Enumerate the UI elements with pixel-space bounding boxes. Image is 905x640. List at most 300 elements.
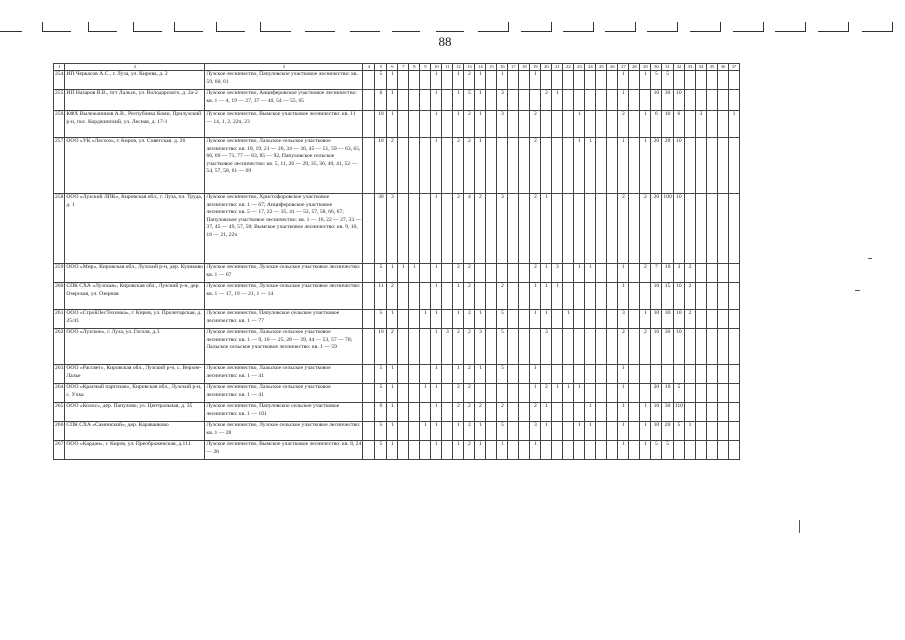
value-cell xyxy=(695,283,706,310)
value-cell: 1 xyxy=(574,111,585,138)
value-cell xyxy=(574,90,585,111)
value-cell: 10 xyxy=(673,194,684,264)
value-cell xyxy=(574,194,585,264)
column-header: 1 xyxy=(54,64,65,71)
value-cell xyxy=(706,71,717,90)
column-header: 6 xyxy=(387,64,398,71)
value-cell xyxy=(706,365,717,384)
value-cell xyxy=(629,283,640,310)
value-cell: 1 xyxy=(552,283,563,310)
value-cell: 1 xyxy=(585,264,596,283)
value-cell: 11 xyxy=(375,283,387,310)
registry-table xyxy=(53,63,740,460)
value-cell: 5 xyxy=(497,365,508,384)
value-cell xyxy=(728,329,739,365)
value-cell xyxy=(728,365,739,384)
value-cell xyxy=(409,71,420,90)
value-cell: 110 xyxy=(673,403,684,422)
value-cell xyxy=(519,329,530,365)
column-header: 7 xyxy=(398,64,409,71)
value-cell: 1 xyxy=(541,194,552,264)
value-cell: 2 xyxy=(464,111,475,138)
value-cell: 3 xyxy=(530,422,541,441)
value-cell xyxy=(363,194,375,264)
value-cell xyxy=(363,264,375,283)
row-number: 260 xyxy=(54,283,65,310)
value-cell: 1 xyxy=(431,329,442,365)
value-cell xyxy=(717,71,728,90)
value-cell xyxy=(728,71,739,90)
value-cell xyxy=(442,403,453,422)
value-cell: 1 xyxy=(475,441,486,460)
value-cell xyxy=(728,422,739,441)
value-cell xyxy=(363,384,375,403)
value-cell: 1 xyxy=(431,422,442,441)
value-cell xyxy=(695,71,706,90)
value-cell xyxy=(673,71,684,90)
value-cell: 1 xyxy=(453,441,464,460)
column-header: 23 xyxy=(574,64,585,71)
value-cell xyxy=(629,194,640,264)
location-cell: Лузское лесничество, Вымское участковое лесничество: кв. 11 — 14, 1, 2, 22ч, 23 xyxy=(205,111,363,138)
value-cell: 3 xyxy=(497,194,508,264)
value-cell xyxy=(398,310,409,329)
value-cell: 2 xyxy=(530,264,541,283)
value-cell: 1 xyxy=(585,422,596,441)
value-cell xyxy=(363,111,375,138)
value-cell xyxy=(409,403,420,422)
value-cell: 1 xyxy=(453,422,464,441)
value-cell xyxy=(497,384,508,403)
value-cell xyxy=(717,403,728,422)
column-header: 31 xyxy=(662,64,673,71)
value-cell: 1 xyxy=(387,71,398,90)
value-cell xyxy=(519,403,530,422)
value-cell: 20 xyxy=(662,422,673,441)
value-cell xyxy=(629,264,640,283)
value-cell: 10 xyxy=(673,310,684,329)
value-cell: 1 xyxy=(640,71,651,90)
value-cell: 1 xyxy=(409,264,420,283)
value-cell: 2 xyxy=(530,138,541,194)
column-header: 5 xyxy=(375,64,387,71)
value-cell xyxy=(475,283,486,310)
value-cell: 6 xyxy=(375,403,387,422)
value-cell: 1 xyxy=(420,310,431,329)
value-cell: 2 xyxy=(464,422,475,441)
value-cell: 1 xyxy=(618,403,629,422)
value-cell: 2 xyxy=(475,403,486,422)
value-cell: 1 xyxy=(574,138,585,194)
value-cell xyxy=(420,194,431,264)
row-number: 258 xyxy=(54,194,65,264)
value-cell xyxy=(728,264,739,283)
value-cell xyxy=(585,384,596,403)
value-cell: 2 xyxy=(475,194,486,264)
row-number: 263 xyxy=(54,365,65,384)
value-cell xyxy=(552,111,563,138)
value-cell: 2 xyxy=(618,329,629,365)
value-cell xyxy=(684,329,695,365)
value-cell xyxy=(673,441,684,460)
value-cell xyxy=(728,441,739,460)
value-cell: 1 xyxy=(618,441,629,460)
value-cell: 10 xyxy=(651,403,662,422)
value-cell: 2 xyxy=(464,264,475,283)
value-cell xyxy=(398,365,409,384)
value-cell xyxy=(519,310,530,329)
value-cell xyxy=(409,384,420,403)
value-cell xyxy=(717,111,728,138)
value-cell: 1 xyxy=(640,138,651,194)
value-cell xyxy=(629,441,640,460)
value-cell: 10 xyxy=(651,90,662,111)
value-cell: 1 xyxy=(431,264,442,283)
value-cell: 2 xyxy=(464,138,475,194)
value-cell xyxy=(728,90,739,111)
value-cell xyxy=(596,90,607,111)
value-cell: 1 xyxy=(431,138,442,194)
row-number: 259 xyxy=(54,264,65,283)
value-cell xyxy=(508,71,519,90)
value-cell: 10 xyxy=(673,138,684,194)
value-cell xyxy=(695,384,706,403)
value-cell: 2 xyxy=(387,329,398,365)
value-cell: 20 xyxy=(651,384,662,403)
value-cell xyxy=(684,403,695,422)
value-cell xyxy=(728,403,739,422)
value-cell xyxy=(563,403,574,422)
value-cell: 1 xyxy=(574,264,585,283)
value-cell: 3 xyxy=(475,329,486,365)
value-cell xyxy=(519,264,530,283)
column-header: 29 xyxy=(640,64,651,71)
value-cell xyxy=(442,441,453,460)
value-cell: 1 xyxy=(398,264,409,283)
value-cell: 1 xyxy=(387,310,398,329)
row-number: 264 xyxy=(54,384,65,403)
value-cell: 6 xyxy=(375,90,387,111)
value-cell: 2 xyxy=(541,384,552,403)
value-cell: 2 xyxy=(453,194,464,264)
column-header: 10 xyxy=(431,64,442,71)
value-cell: 2 xyxy=(464,441,475,460)
column-header: 28 xyxy=(629,64,640,71)
table-row xyxy=(54,422,740,441)
owner-cell: ООО «СтройЛесТехника», г. Киров, ул. Пролетарская, д. 25/41 xyxy=(65,310,205,329)
value-cell xyxy=(607,329,618,365)
row-number: 262 xyxy=(54,329,65,365)
value-cell xyxy=(706,441,717,460)
value-cell xyxy=(607,403,618,422)
value-cell: 1 xyxy=(453,310,464,329)
value-cell xyxy=(629,365,640,384)
value-cell xyxy=(508,310,519,329)
table-row xyxy=(54,329,740,365)
owner-cell: ООО «Лузский ЛПК», Кировская обл., г. Луза, пл. Труда, д. 1 xyxy=(65,194,205,264)
value-cell xyxy=(728,194,739,264)
value-cell: 1 xyxy=(431,90,442,111)
value-cell: 30 xyxy=(662,90,673,111)
table-row xyxy=(54,441,740,460)
value-cell: 2 xyxy=(453,384,464,403)
value-cell: 2 xyxy=(464,384,475,403)
value-cell xyxy=(607,283,618,310)
value-cell: 2 xyxy=(684,264,695,283)
value-cell xyxy=(585,283,596,310)
value-cell: 5 xyxy=(662,71,673,90)
value-cell xyxy=(717,138,728,194)
value-cell xyxy=(508,90,519,111)
value-cell xyxy=(695,403,706,422)
value-cell: 2 xyxy=(464,403,475,422)
value-cell xyxy=(552,329,563,365)
value-cell: 1 xyxy=(530,365,541,384)
value-cell xyxy=(706,329,717,365)
value-cell xyxy=(486,138,497,194)
value-cell xyxy=(420,111,431,138)
value-cell: 1 xyxy=(530,283,541,310)
value-cell: 1 xyxy=(574,384,585,403)
value-cell xyxy=(530,90,541,111)
value-cell: 1 xyxy=(640,441,651,460)
value-cell xyxy=(420,90,431,111)
value-cell: 2 xyxy=(497,283,508,310)
value-cell xyxy=(442,264,453,283)
value-cell: 10 xyxy=(651,329,662,365)
value-cell xyxy=(398,384,409,403)
column-header: 24 xyxy=(585,64,596,71)
column-header: 33 xyxy=(684,64,695,71)
value-cell: 1 xyxy=(420,384,431,403)
column-header: 17 xyxy=(508,64,519,71)
value-cell: 1 xyxy=(497,71,508,90)
owner-cell: ИП Назаров В.В., пгт Лальск, ул. Володарского, д. 2а-2 xyxy=(65,90,205,111)
column-header: 22 xyxy=(563,64,574,71)
table-row xyxy=(54,403,740,422)
value-cell: 5 xyxy=(464,90,475,111)
value-cell: 1 xyxy=(618,283,629,310)
value-cell xyxy=(706,310,717,329)
column-header: 30 xyxy=(651,64,662,71)
value-cell: 10 xyxy=(662,264,673,283)
value-cell xyxy=(563,90,574,111)
value-cell xyxy=(420,138,431,194)
value-cell xyxy=(409,283,420,310)
value-cell xyxy=(695,310,706,329)
value-cell xyxy=(442,138,453,194)
value-cell xyxy=(607,194,618,264)
value-cell xyxy=(695,90,706,111)
table-row xyxy=(54,138,740,194)
column-header: 3 xyxy=(205,64,363,71)
value-cell: 10 xyxy=(673,283,684,310)
value-cell: 6 xyxy=(673,111,684,138)
value-cell xyxy=(508,264,519,283)
value-cell xyxy=(519,441,530,460)
value-cell: 1 xyxy=(618,138,629,194)
location-cell: Лузское лесничество, Лузское сельское участковое лесничество: кв. 1 — 28 xyxy=(205,422,363,441)
value-cell xyxy=(486,310,497,329)
value-cell xyxy=(552,441,563,460)
value-cell: 1 xyxy=(585,138,596,194)
value-cell: 1 xyxy=(387,403,398,422)
value-cell xyxy=(706,283,717,310)
location-cell: Лузское лесничество, Лальское сельское участковое лесничество: кв. 1 — 41 xyxy=(205,365,363,384)
value-cell xyxy=(486,90,497,111)
value-cell xyxy=(363,422,375,441)
value-cell xyxy=(607,422,618,441)
value-cell xyxy=(486,365,497,384)
value-cell: 1 xyxy=(530,441,541,460)
value-cell xyxy=(398,441,409,460)
value-cell xyxy=(398,194,409,264)
value-cell xyxy=(409,365,420,384)
value-cell xyxy=(398,329,409,365)
value-cell xyxy=(552,403,563,422)
value-cell: 20 xyxy=(662,138,673,194)
value-cell xyxy=(541,71,552,90)
value-cell xyxy=(596,403,607,422)
value-cell xyxy=(673,365,684,384)
value-cell: 2 xyxy=(464,310,475,329)
value-cell xyxy=(728,283,739,310)
value-cell: 2 xyxy=(387,138,398,194)
location-cell: Лузское лесничество, Лальское сельское участковое лесничество: кв. 18, 19, 21 — 26, 34 — 36, 45 — 51, 59 — 63, 65, 66, 69 — 71, 77 — 83, 85 — 92, Папуловское сельское участковое лесничество: кв. 5, 11, 26 — 29, 35, 36, 40, 41, 52 — 54, 57, 58, 61 — 69 xyxy=(205,138,363,194)
value-cell xyxy=(508,422,519,441)
value-cell xyxy=(363,403,375,422)
value-cell xyxy=(363,71,375,90)
owner-cell: ООО «УК «Лесхоз», г. Киров, ул. Советская, д. 26 xyxy=(65,138,205,194)
value-cell xyxy=(363,310,375,329)
value-cell: 1 xyxy=(475,138,486,194)
location-cell: Лузское лесничество, Анциферовское участковое лесничество: кв. 1 — 4, 19 — 27, 37 — 40, 54 — 55, 65 xyxy=(205,90,363,111)
value-cell xyxy=(684,90,695,111)
value-cell xyxy=(486,111,497,138)
value-cell: 30 xyxy=(375,194,387,264)
location-cell: Лузское лесничество, Папуловское сельское участковое лесничество: кв. 1 — 101 xyxy=(205,403,363,422)
value-cell: 5 xyxy=(673,384,684,403)
value-cell xyxy=(363,329,375,365)
table-row xyxy=(54,90,740,111)
value-cell: 1 xyxy=(552,90,563,111)
value-cell xyxy=(585,71,596,90)
column-header: 25 xyxy=(596,64,607,71)
value-cell: 2 xyxy=(618,194,629,264)
value-cell xyxy=(706,90,717,111)
owner-cell: СПК СХА «Саминский», дер. Караванково xyxy=(65,422,205,441)
value-cell: 1 xyxy=(541,422,552,441)
row-number: 267 xyxy=(54,441,65,460)
value-cell xyxy=(629,90,640,111)
value-cell: 2 xyxy=(453,138,464,194)
row-number: 254 xyxy=(54,71,65,90)
value-cell xyxy=(541,138,552,194)
value-cell xyxy=(497,138,508,194)
value-cell xyxy=(363,90,375,111)
column-header: 18 xyxy=(519,64,530,71)
value-cell xyxy=(486,403,497,422)
value-cell: 3 xyxy=(387,194,398,264)
value-cell xyxy=(607,111,618,138)
value-cell: 2 xyxy=(464,329,475,365)
value-cell xyxy=(596,384,607,403)
value-cell xyxy=(420,441,431,460)
value-cell xyxy=(574,329,585,365)
value-cell xyxy=(508,138,519,194)
value-cell xyxy=(420,264,431,283)
value-cell xyxy=(475,384,486,403)
column-header: 4 xyxy=(363,64,375,71)
table-row xyxy=(54,310,740,329)
location-cell: Лузское лесничество, Вымское участковое лесничество: кв. 8, 24 — 28 xyxy=(205,441,363,460)
value-cell xyxy=(420,329,431,365)
value-cell xyxy=(640,365,651,384)
value-cell xyxy=(585,111,596,138)
value-cell: 5 xyxy=(375,71,387,90)
value-cell xyxy=(398,71,409,90)
value-cell xyxy=(629,111,640,138)
value-cell xyxy=(574,441,585,460)
value-cell: 5 xyxy=(375,310,387,329)
table-row xyxy=(54,111,740,138)
value-cell xyxy=(706,111,717,138)
column-header: 21 xyxy=(552,64,563,71)
value-cell: 1 xyxy=(475,71,486,90)
value-cell xyxy=(475,264,486,283)
location-cell: Лузское лесничество, Лальское сельское участковое лесничество: кв. 1 — 9, 16 — 25, 28 — 39, 44 — 53, 57 — 78; Лальское сельское участковое лесничество: кв. 1 — 59 xyxy=(205,329,363,365)
value-cell xyxy=(596,264,607,283)
value-cell xyxy=(684,138,695,194)
value-cell xyxy=(563,441,574,460)
value-cell xyxy=(486,422,497,441)
value-cell: 1 xyxy=(563,384,574,403)
value-cell: 1 xyxy=(453,365,464,384)
value-cell: 3 xyxy=(497,90,508,111)
column-header: 26 xyxy=(607,64,618,71)
value-cell: 1 xyxy=(541,403,552,422)
value-cell: 10 xyxy=(673,329,684,365)
value-cell xyxy=(563,264,574,283)
value-cell xyxy=(629,71,640,90)
value-cell xyxy=(607,384,618,403)
value-cell xyxy=(552,365,563,384)
value-cell xyxy=(442,310,453,329)
value-cell xyxy=(420,365,431,384)
value-cell xyxy=(409,329,420,365)
value-cell: 1 xyxy=(431,283,442,310)
value-cell xyxy=(486,71,497,90)
value-cell xyxy=(486,384,497,403)
value-cell: 1 xyxy=(453,283,464,310)
value-cell: 3 xyxy=(618,310,629,329)
value-cell: 1 xyxy=(387,90,398,111)
value-cell xyxy=(684,365,695,384)
value-cell xyxy=(409,422,420,441)
value-cell xyxy=(563,194,574,264)
value-cell xyxy=(574,403,585,422)
value-cell: 1 xyxy=(585,403,596,422)
value-cell xyxy=(486,329,497,365)
value-cell xyxy=(409,310,420,329)
value-cell xyxy=(695,264,706,283)
value-cell xyxy=(398,90,409,111)
value-cell xyxy=(519,283,530,310)
column-header: 9 xyxy=(420,64,431,71)
value-cell xyxy=(508,365,519,384)
value-cell xyxy=(552,422,563,441)
value-cell: 2 xyxy=(497,403,508,422)
